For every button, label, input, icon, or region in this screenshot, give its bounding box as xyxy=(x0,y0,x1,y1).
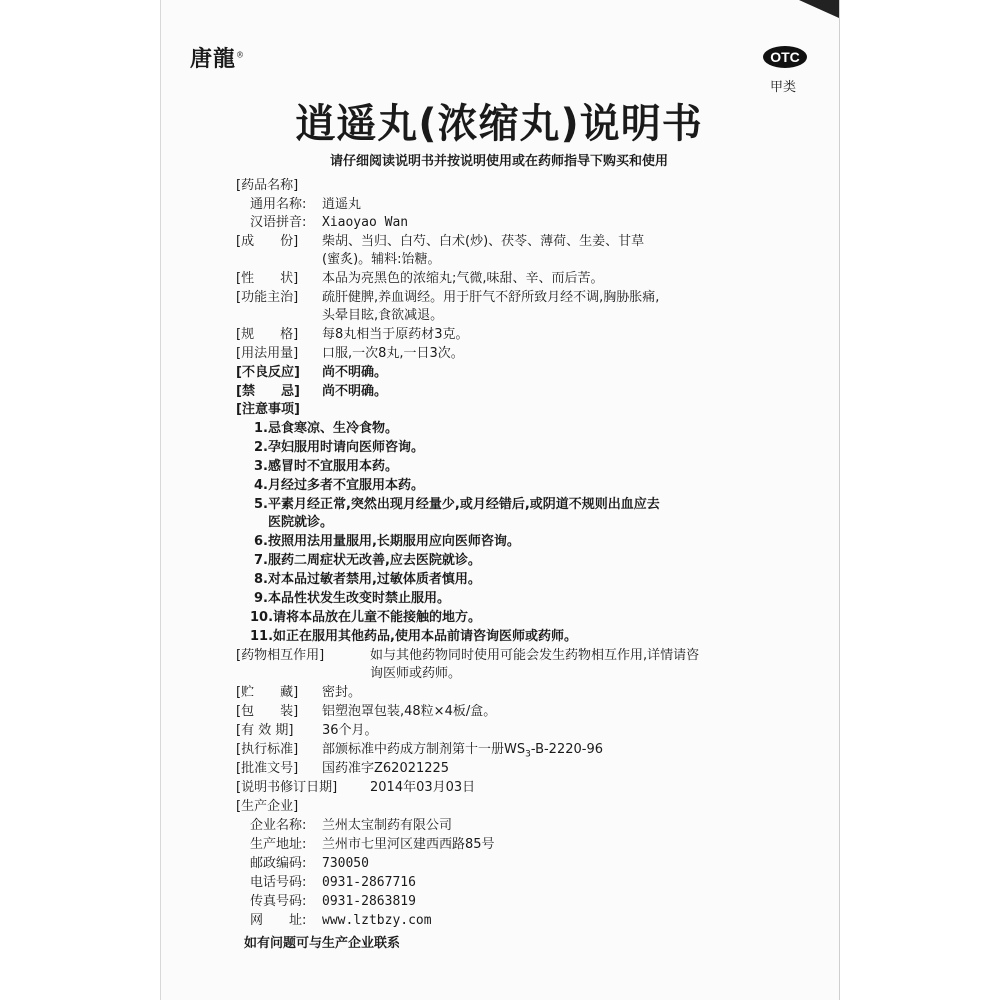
postal-code-value: 730050 xyxy=(322,856,369,871)
appearance-value: 本品为亮黑色的浓缩丸;气微,味甜、辛、而后苦。 xyxy=(322,271,604,286)
indications-line-1: 疏肝健脾,养血调经。用于肝气不舒所致月经不调,胸胁胀痛, xyxy=(322,290,660,305)
ingredients-line-2: (蜜炙)。辅料:饴糖。 xyxy=(322,252,441,267)
packaging-label: [包 装] xyxy=(236,704,299,719)
pinyin-label: 汉语拼音: xyxy=(250,215,307,230)
ingredients-line-1: 柴胡、当归、白芍、白术(炒)、茯苓、薄荷、生姜、甘草 xyxy=(322,234,645,249)
specification-label: [规 格] xyxy=(236,327,299,342)
otc-badge: OTC xyxy=(763,46,807,68)
precaution-item: 7.服药二周症状无改善,应去医院就诊。 xyxy=(254,553,481,568)
precaution-item: 6.按照用法用量服用,长期服用应向医师咨询。 xyxy=(254,534,520,549)
appearance-label: [性 状] xyxy=(236,271,299,286)
validity-value: 36个月。 xyxy=(322,723,378,738)
storage-value: 密封。 xyxy=(322,685,362,700)
approval-label: [批准文号] xyxy=(236,761,299,776)
postal-code-label: 邮政编码: xyxy=(250,856,307,871)
footer-contact-note: 如有问题可与生产企业联系 xyxy=(244,936,401,951)
indications-line-2: 头晕目眩,食欲减退。 xyxy=(322,308,444,323)
ingredients-label: [成 份] xyxy=(236,234,299,249)
company-name-value: 兰州太宝制药有限公司 xyxy=(322,818,453,833)
otc-class-label: 甲类 xyxy=(770,80,797,95)
interactions-label: [药物相互作用] xyxy=(236,648,325,663)
standard-value: 部颁标准中药成方制剂第十一册$WS_3-B-2220-96$ xyxy=(322,742,603,760)
website-label: 网 址: xyxy=(250,913,307,928)
storage-label: [贮 藏] xyxy=(236,685,299,700)
pinyin-value: Xiaoyao Wan xyxy=(322,215,409,230)
revision-date-label: [说明书修订日期] xyxy=(236,780,338,795)
precaution-item: 3.感冒时不宜服用本药。 xyxy=(254,459,398,474)
contraindications-label: [禁 忌] xyxy=(236,384,300,399)
approval-value: 国药准字Z62021225 xyxy=(322,761,450,776)
section-drug-name-header: [药品名称] xyxy=(236,178,299,193)
precaution-item: 8.对本品过敏者禁用,过敏体质者慎用。 xyxy=(254,572,481,587)
generic-name-label: 通用名称: xyxy=(250,197,307,212)
dosage-value: 口服,一次8丸,一日3次。 xyxy=(322,346,464,361)
standard-label: [执行标准] xyxy=(236,742,299,757)
address-label: 生产地址: xyxy=(250,837,307,852)
manufacturer-header: [生产企业] xyxy=(236,799,299,814)
precaution-item: 2.孕妇服用时请向医师咨询。 xyxy=(254,440,424,455)
document-title: 逍遥丸(浓缩丸)说明书 xyxy=(295,101,703,147)
address-value: 兰州市七里河区建西西路85号 xyxy=(322,837,495,852)
fax-label: 传真号码: xyxy=(250,894,307,909)
precaution-item: 10.请将本品放在儿童不能接触的地方。 xyxy=(250,610,482,625)
precaution-item: 11.如正在服用其他药品,使用本品前请咨询医师或药师。 xyxy=(250,629,577,644)
company-name-label: 企业名称: xyxy=(250,818,307,833)
phone-value: 0931-2867716 xyxy=(322,875,416,890)
precaution-item: 5.平素月经正常,突然出现月经量少,或月经错后,或阴道不规则出血应去 xyxy=(254,497,660,512)
packaging-value: 铝塑泡罩包装,48粒×4板/盒。 xyxy=(322,704,497,719)
fax-value: 0931-2863819 xyxy=(322,894,416,909)
interactions-line-2: 询医师或药师。 xyxy=(370,666,462,681)
brand-logo: 唐龍® xyxy=(190,46,246,72)
revision-date-value: 2014年03月03日 xyxy=(370,780,476,795)
adverse-reactions-value: 尚不明确。 xyxy=(322,365,388,380)
phone-label: 电话号码: xyxy=(250,875,307,890)
precaution-item: 1.忌食寒凉、生冷食物。 xyxy=(254,421,398,436)
precaution-item: 9.本品性状发生改变时禁止服用。 xyxy=(254,591,450,606)
precautions-header: [注意事项] xyxy=(236,402,300,417)
document-subtitle: 请仔细阅读说明书并按说明使用或在药师指导下购买和使用 xyxy=(329,154,668,169)
website-link[interactable]: www.lztbzy.com xyxy=(322,913,432,928)
contraindications-value: 尚不明确。 xyxy=(322,384,388,399)
indications-label: [功能主治] xyxy=(236,290,299,305)
generic-name-value: 逍遥丸 xyxy=(322,197,362,212)
precaution-item-continuation: 医院就诊。 xyxy=(268,515,334,530)
page-corner-shadow xyxy=(799,0,839,18)
precaution-item: 4.月经过多者不宜服用本药。 xyxy=(254,478,424,493)
validity-label: [有 效 期] xyxy=(236,723,294,738)
adverse-reactions-label: [不良反应] xyxy=(236,365,300,380)
dosage-label: [用法用量] xyxy=(236,346,299,361)
specification-value: 每8丸相当于原药材3克。 xyxy=(322,327,469,342)
interactions-line-1: 如与其他药物同时使用可能会发生药物相互作用,详情请咨 xyxy=(370,648,700,663)
